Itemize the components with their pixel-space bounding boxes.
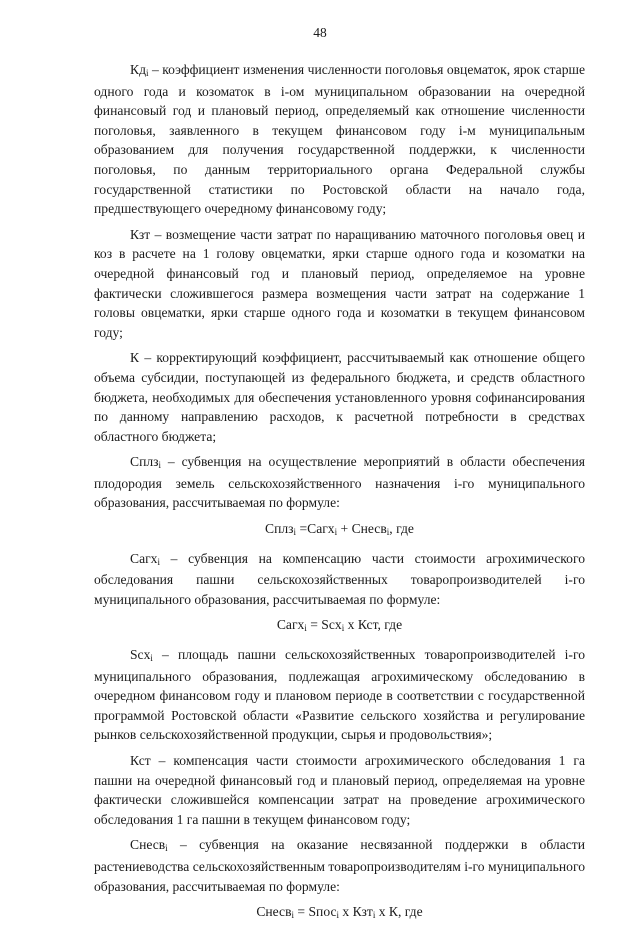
paragraph-kst-definition: Кст – компенсация части стоимости агрохимического обследования 1 га пашни на очередной финансовый год и плановый период, определяемая на уровне фактически сложившейся компенсации затрат на проведение агрохимического обследования 1 га пашни в текущем финансовом году;	[94, 753, 585, 827]
formula-sagh: Сагх$_i$ = Scx$_i$ x Кст, где	[276, 617, 403, 634]
paragraph-kzt-definition: Кзт – возмещение части затрат по наращиванию маточного поголовья овец и коз в расчете на 1 голову овцематки, ярки старше одного года и козоматки на очередной финансовый год и плановый период, определяемое на уровне фактически сложившегося размера возмещения части затрат на содержание 1 головы овцематки, ярки старше одного года и козоматки в текущем финансовом году;	[94, 226, 585, 340]
page-number: 48	[313, 25, 327, 40]
formula-splz: Сплз$_i$ =Сагх$_i$ + Снесв$_i$, где	[265, 521, 414, 538]
paragraph-sagh-definition: Сагх$_i$ – субвенция на компенсацию части стоимости агрохимического обследования пашни сельскохозяйственных товаропроизводителей i-го муниципального образования, рассчитываемая по формуле:	[94, 550, 585, 607]
paragraph-splz-definition: Сплз$_i$ – субвенция на осуществление мероприятий в области обеспечения плодородия земель сельскохозяйственного назначения i-го муниципального образования, рассчитываемая по формуле:	[94, 454, 585, 511]
paragraph-scx-definition: Scx$_i$ – площадь пашни сельскохозяйственных товаропроизводителей i-го муниципального образования, подлежащая агрохимическому обследованию в очередном финансовом году и плановом периоде в соответствии с государственной программой Ростовской области «Развитие сельского хозяйства и регулирование рынков сельскохозяйственной продукции, сырья и продовольствия»;	[94, 647, 585, 743]
formula-snesv: Снесв$_i$ = Sпос$_i$ x Кзт$_i$ x К, где	[256, 904, 423, 921]
document-body	[94, 60, 585, 932]
paragraph-kd-definition: $Кд_i$ – коэффициент изменения численности поголовья овцематок, ярок старше одного года и козоматок в i-ом муниципальном образовании на очередной финансовый год и плановый период, определяемый как отношение численности поголовья, заявленного в текущем финансовом году i-м муниципальным образованием для получения государственной поддержки, к численности поголовья, по данным территориального органа Федеральной службы государственной статистики по Ростовской области на начало года, предшествующего очередному финансовому году;	[94, 62, 585, 217]
paragraph-snesv-definition: Снесв$_i$ – субвенция на оказание несвязанной поддержки в области растениеводства сельскохозяйственным товаропроизводителям i-го муниципального образования, рассчитываемая по формуле:	[94, 837, 585, 894]
paragraph-k-definition: К – корректирующий коэффициент, рассчитываемый как отношение общего объема субсидии, поступающей из федерального бюджета, и средств областного бюджета, необходимых для обеспечения установленного уровня софинансирования по данному направлению расходов, к расчетной потребности в средствах областного бюджета;	[94, 350, 585, 444]
